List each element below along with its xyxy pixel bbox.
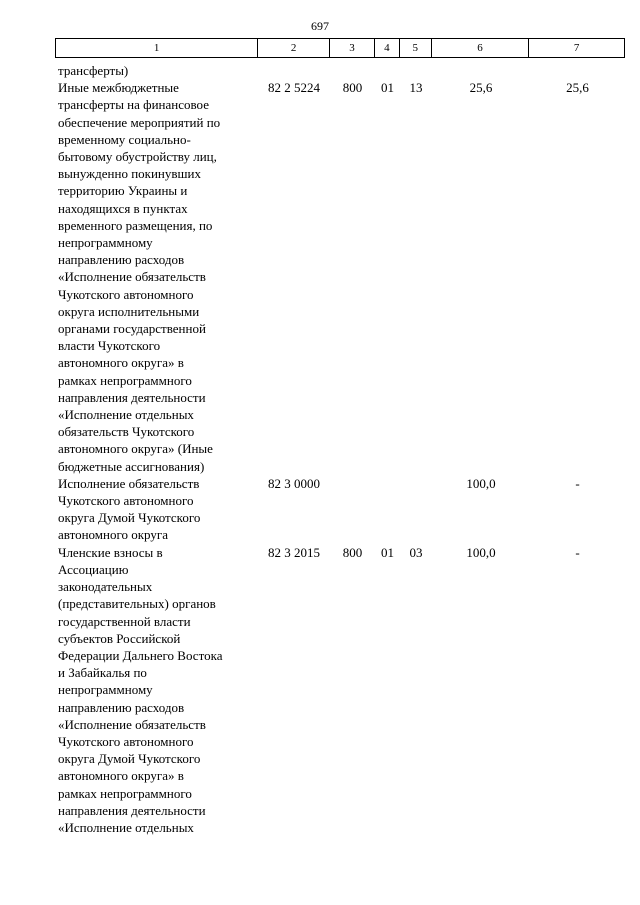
- row-subsection: 03: [409, 544, 423, 560]
- header-col-6: 6: [432, 39, 530, 57]
- row-sum-col-7: [530, 62, 625, 79]
- row-sum-col-6: [432, 62, 530, 79]
- row-section: [375, 475, 400, 544]
- row-sum-col-7: -: [575, 544, 580, 560]
- row-expense-type: 800: [342, 544, 363, 560]
- table-header: [55, 38, 625, 58]
- row-name: Членские взносы в Ассоциацию законодательных (представительных) органов государственной власти субъектов Российской Федерации Дальнего Востока и Забайкалья по непрограммному направлению расходов «Исполнение обязательств Чукотского автономного округа Думой Чукотского автономного округа» в рамках непрограммного направления деятельности «Исполнение отдельных: [58, 544, 223, 835]
- row-section: [375, 62, 400, 79]
- row-code: 82 3 2015: [268, 544, 320, 560]
- row-section: 01: [381, 80, 394, 96]
- header-col-2: 2: [258, 39, 330, 57]
- row-subsection: [400, 475, 432, 544]
- row-sum-col-6: 100,0: [466, 475, 496, 491]
- row-expense-type: [330, 475, 375, 544]
- header-col-7: 7: [573, 42, 580, 54]
- header-col-1: 1: [56, 39, 258, 57]
- table-row: [55, 544, 625, 836]
- row-subsection: [400, 62, 432, 79]
- row-sum-col-6: 25,6: [469, 80, 493, 96]
- table-body: [55, 62, 625, 836]
- row-sum-col-7: 25,6: [566, 80, 589, 96]
- row-expense-type: [330, 62, 375, 79]
- row-code: 82 2 5224: [268, 80, 320, 96]
- row-name: трансферты): [58, 63, 129, 78]
- header-col-3: 3: [330, 39, 375, 57]
- header-col-5: 5: [400, 39, 432, 57]
- row-code: 82 3 0000: [268, 475, 320, 491]
- header-col-4: 4: [375, 39, 400, 57]
- row-code: [258, 62, 330, 79]
- row-subsection: 13: [409, 80, 423, 96]
- page-number: 697: [311, 19, 329, 33]
- row-sum-col-7: -: [575, 475, 580, 491]
- row-section: 01: [381, 544, 394, 560]
- row-name: Исполнение обязательств Чукотского автономного округа Думой Чукотского автономного округа: [58, 475, 201, 543]
- row-expense-type: 800: [342, 80, 363, 96]
- row-name: Иные межбюджетные трансферты на финансовое обеспечение мероприятий по временному социально- бытовому обустройству лиц, вынужденно покинувших территорию Украины и находящихся в пунктах временного размещения, по непрограммному направлению расходов «Исполнение обязательств Чукотского автономного округа исполнительными органами государственной власти Чукотского автономного округа» в рамках непрограммного направления деятельности «Исполнение отдельных обязательств Чукотского автономного округа» (Иные бюджетные ассигнования): [58, 80, 221, 474]
- table-row: [55, 79, 625, 475]
- row-sum-col-6: 100,0: [466, 544, 496, 560]
- table-row: [55, 475, 625, 544]
- table-row: [55, 62, 625, 79]
